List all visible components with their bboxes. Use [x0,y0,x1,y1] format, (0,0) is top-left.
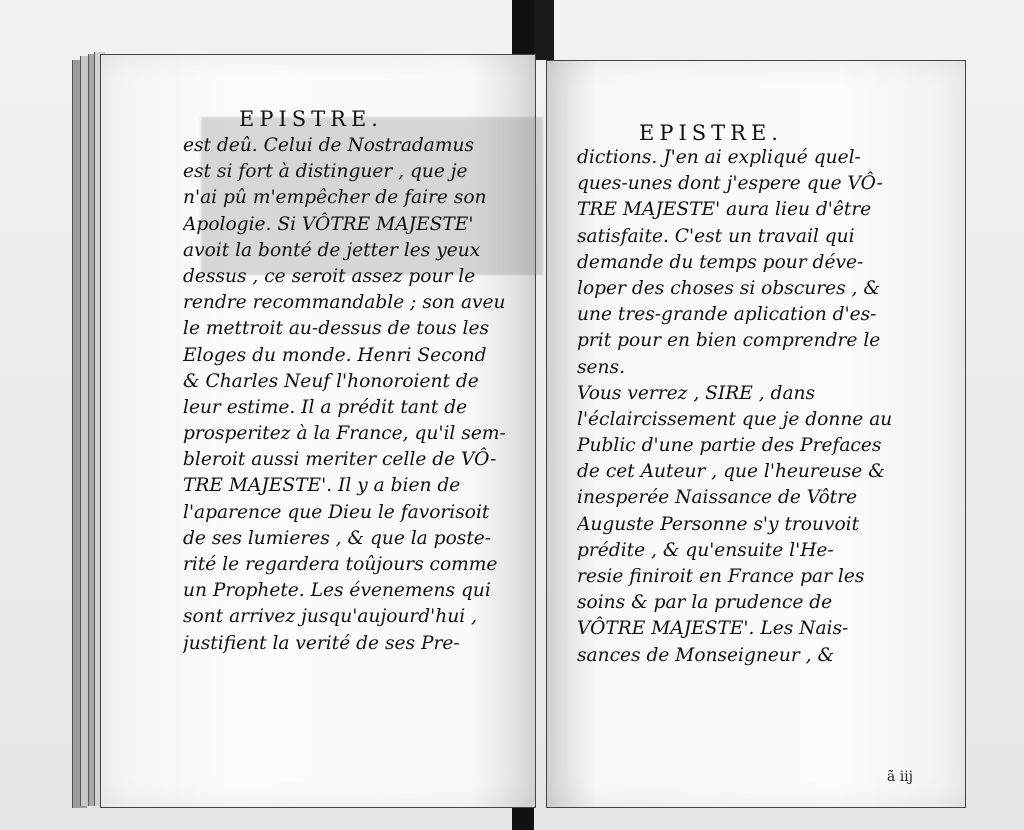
text-line: avoit la bonté de jetter les yeux [183,239,481,261]
text-line: de cet Auteur , que l'heureuse & [577,461,885,483]
text-line: Apologie. Si VÔTRE MAJESTE' [183,213,474,235]
text-line: loper des choses si obscures , & [577,277,880,299]
left-page-text [183,133,513,657]
text-line: rendre recommandable ; son aveu [183,292,506,314]
text-line: une tres-grande aplication d'es- [577,304,877,326]
gutter-gap [534,0,554,60]
text-line: resie finiroit en France par les [577,566,865,587]
text-line: prit pour en bien comprendre le [577,330,881,352]
text-line: Vous verrez , SIRE , dans [577,382,816,404]
text-line: rité le regardera toûjours comme [183,554,498,575]
text-line: leur estime. Il a prédit tant de [183,396,468,418]
right-page [546,60,966,808]
text-line: sens. [577,356,625,378]
text-line: VÔTRE MAJESTE'. Les Nais- [577,618,849,640]
text-line: prosperitez à la France, qu'il sem- [183,423,506,445]
text-line: Auguste Personne s'y trouvoit [577,513,860,535]
text-line: soins & par la prudence de [577,592,833,614]
text-line: prédite , & qu'ensuite l'He- [577,539,834,561]
text-line: sances de Monseigneur , & [577,644,835,666]
text-line: n'ai pû m'empêcher de faire son [183,187,487,209]
text-line: justifient la verité de ses Pre- [183,632,460,654]
text-line: & Charles Neuf l'honoroient de [183,370,479,392]
text-line: sont arrivez jusqu'aujourd'hui , [183,606,478,628]
text-line: inesperée Naissance de Vôtre [577,487,858,509]
text-line: dictions. J'en ai expliqué quel- [577,147,861,168]
signature-mark: ã iij [886,769,913,785]
running-head-left: EPISTRE. [239,107,383,131]
text-line: un Prophete. Les évenemens qui [183,580,491,602]
running-head-right: EPISTRE. [639,121,783,145]
text-line: de ses lumieres , & que la poste- [183,527,492,549]
text-line: Eloges du monde. Henri Second [183,344,487,366]
text-line: bleroit aussi meriter celle de VÔ- [183,449,497,471]
text-line: l'éclaircissement que je donne au [577,408,893,430]
text-line: Public d'une partie des Prefaces [577,435,882,457]
text-line: ques-unes dont j'espere que VÔ- [577,173,883,195]
left-page [100,54,536,808]
text-line: l'aparence que Dieu le favorisoit [183,501,490,523]
text-line: dessus , ce seroit assez pour le [183,265,476,287]
open-book [72,52,972,812]
text-line: est deû. Celui de Nostradamus [183,135,475,156]
text-line: TRE MAJESTE' aura lieu d'être [577,199,872,221]
text-line: le mettroit au-dessus de tous les [183,318,490,340]
text-line: est si fort à distinguer , que je [183,161,468,183]
text-line: satisfaite. C'est un travail qui [577,225,855,247]
text-line: TRE MAJESTE'. Il y a bien de [183,475,461,497]
right-page-text [577,145,957,669]
text-line: demande du temps pour déve- [577,251,864,273]
